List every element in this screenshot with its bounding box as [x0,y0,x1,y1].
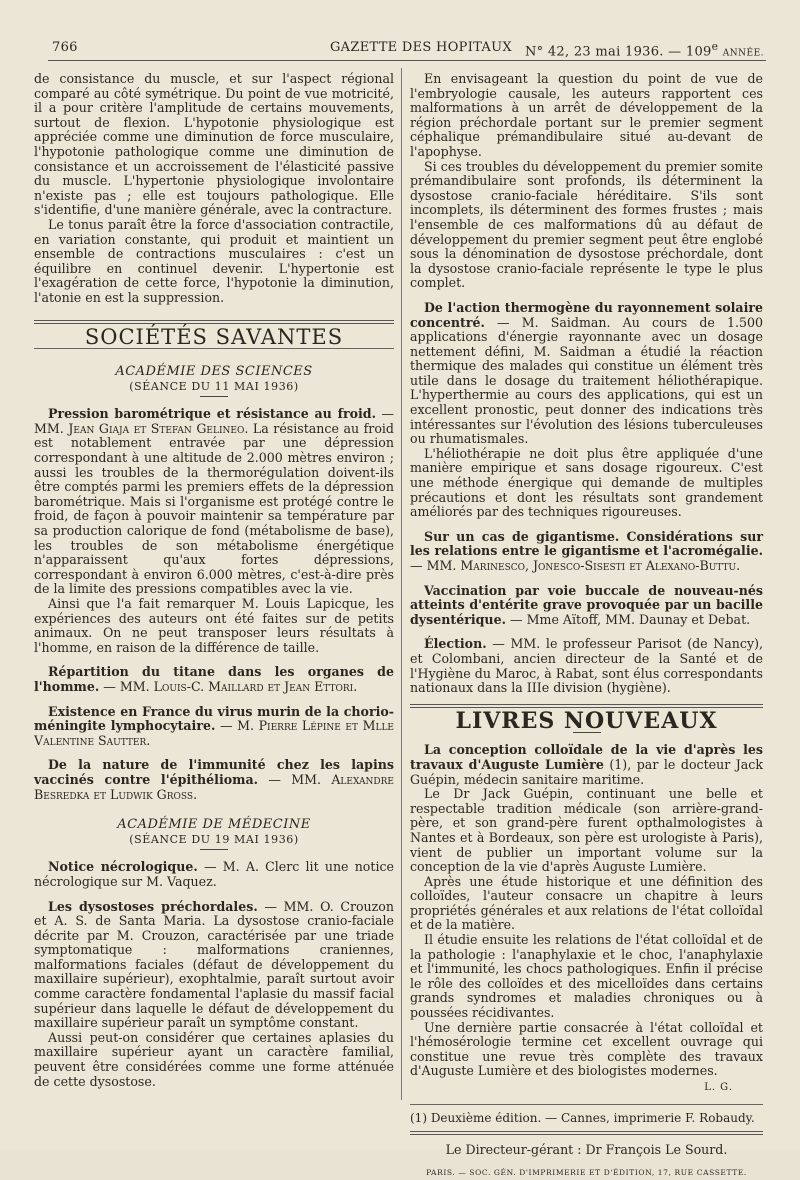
dysostose-paragraph-2: Si ces troubles du développement du premier somite prémandibulaire sont profonds, ils déterminent la dysostose cranio-faciale héréditaire. S'ils sont incomplets, ils déterminent des formes frustes ; mais l'ensemble de ces malformations dû au défaut de développement du premier segment peut être englobé sous la dénomination de dysostose préchordale, dont la dysostose cranio-faciale représente le type le plus complet. [410,158,763,291]
seance-medecine: (SÉANCE DU 19 MAI 1936) [129,832,299,846]
entry-pression-barometrique: Pression barométrique et résistance au froid. — MM. Jean Giaja et Stefan Gelineo. La résistance au froid est notablement entravée par une dépression correspondant à une altitude de 2.000 mètres environ ; aussi les troubles de la thermorégulation doivent-ils être comptés parmi les premiers effets de la dépression barométrique. Mais si l'organisme est protégé contre le froid, de façon à pouvoir maintenir sa température par sa production calorique de fond (métabolisme de base), les troubles de son métabolisme énergétique n'apparaissent qu'aux fortes dépressions, correspondant à environ 6.000 mètres, c'est-à-dire près de la limite des pressions compatibles avec la vie. [34,406,394,597]
footnote: (1) Deuxième édition. — Cannes, imprimerie F. Robaudy. [410,1110,755,1125]
short-rule [200,849,228,850]
entry-vaccination: Vaccination par voie buccale de nouveau-nés atteints d'entérite grave provoquée par un bacille dysentérique. — Mme Aïtoff, MM. Daunay et Debat. [410,582,763,627]
entry-notice-necrologique: Notice nécrologique. — M. A. Clerc lit une notice nécrologique sur M. Vaquez. [34,859,394,889]
entry-chorio-meningite: Existence en France du virus murin de la chorio-méningite lymphocytaire. — M. Pierre Lépine et Mlle Valentine Sautter. [34,703,394,748]
academie-medecine-heading: ACADÉMIE DE MÉDECINE [117,817,311,833]
book-review-paragraph-2: Après une étude historique et une définition des colloïdes, l'auteur consacre un chapitre à leurs propriétés générales et aux relations de l'état colloïdal et de la matière. [410,873,763,933]
review-signature: L. G. [704,1082,733,1093]
director-line: Le Directeur-gérant : Dr François Le Sourd. [445,1142,728,1158]
entry-action-thermogene: De l'action thermogène du rayonnement solaire concentré. — M. Saidman. Au cours de 1.500 applications d'énergie rayonnante avec un dosage nettement défini, M. Saidman a étudié la réaction thermique des malades qui constitue un élément très utile dans le dosage du traitement héliothérapique. L'hyperthermie au cours des applications, qui est un excellent pronostic, peut donner des indications très intéressantes sur l'évolution des lésions tuberculeuses ou rhumatismales. [410,299,763,447]
right-column [410,72,763,1180]
entry-gigantisme: Sur un cas de gigantisme. Considérations sur les relations entre le gigantisme et l'acromégalie. — MM. Marinesco, Jonesco-Sisesti et Alexano-Buttu. [410,528,763,573]
entry-dysostoses-cont: Aussi peut-on considérer que certaines aplasies du maxillaire supérieur ayant un caractère familial, peuvent être considérées comme une forme atténuée de cette dysostose. [34,1029,394,1089]
book-review-paragraph-4: Une dernière partie consacrée à l'état colloïdal et l'hémosérologie termine cet excellent ouvrage qui constitue une revue très complète des travaux d'Auguste Lumière et des biologistes modernes. [410,1019,763,1079]
tonus-paragraph-2: Le tonus paraît être la force d'association contractile, en variation constante, qui produit et maintient un ensemble de contractions musculaires : c'est un équilibre en continuel devenir. L'hypertonie est l'exagération de cette force, l'hypotonie la diminution, l'atonie en est la suppression. [34,216,394,305]
dysostose-paragraph-1: En envisageant la question du point de vue de l'embryologie causale, les auteurs rapportent ces malformations à un arrêt de développement de la région préchordale portant sur le premier segment céphalique prémandibulaire situé au-devant de l'apophyse. [410,71,763,159]
entry-titane: Répartition du titane dans les organes de l'homme. — MM. Louis-C. Maillard et Jean Ettori. [34,664,394,694]
section-title-livres: LIVRES NOUVEAUX [455,707,718,734]
header-rule [48,60,766,61]
page-number: 766 [52,40,78,55]
director-rule [410,1131,763,1135]
entry-election: Élection. — MM. le professeur Parisot (de Nancy), et Colombani, ancien directeur de la Santé et de l'Hygiène du Maroc, à Rabat, sont élus correspondants nationaux dans la IIIe division (hygiène). [410,636,763,696]
book-review-paragraph-1: Le Dr Jack Guépin, continuant une belle et respectable tradition médicale (son arrière-grand-père, et son grand-père furent opthalmologistes à Nantes et à Bordeaux, son père est urologiste à Paris), vient de publier un important volume sur la conception de la vie d'après Auguste Lumière. [410,786,763,875]
short-rule [200,396,228,397]
journal-title: GAZETTE DES HOPITAUX [330,40,512,55]
entry-action-thermogene-cont: L'héliothérapie ne doit plus être appliquée d'une manière empirique et sans dosage rigoureux. C'est une méthode énergique qui demande de multiples précautions et dont les résultats sont grandement améliorés par des techniques rigoureuses. [410,445,763,520]
tonus-paragraph-1: de consistance du muscle, et sur l'aspect régional comparé au côté symétrique. Du point de vue motricité, il a pour critère l'amplitude de certains mouvements, surtout de flexion. L'hypotonie physiologique est appréciée comme une diminution de force musculaire, l'hypotonie pathologique comme une diminution de consistance et un accroissement de l'élasticité passive du muscle. L'hypertonie physiologique involontaire n'existe pas ; elle est toujours pathologique. Elle s'identifie, d'une manière générale, avec la contracture. [34,71,394,218]
book-review-title: La conception colloïdale de la vie d'après les travaux d'Auguste Lumière (1), par le docteur Jack Guépin, médecin sanitaire maritime. [410,742,763,787]
section-title-societes: SOCIÉTÉS SAVANTES [84,324,344,349]
entry-immunite-lapins: De la nature de l'immunité chez les lapins vaccinés contre l'épithélioma. — MM. Alexandre Besredka et Ludwik Gross. [34,757,394,802]
issue-info: N° 42, 23 mai 1936. — 109e ANNÉE. [524,40,764,60]
footnote-rule [410,1104,763,1105]
left-column [34,72,394,1089]
entry-pression-barometrique-cont: Ainsi que l'a fait remarquer M. Louis Lapicque, les expériences des auteurs ont été faites sur de petits animaux. On ne peut transposer leurs résultats à l'homme, en raison de la différence de taille. [34,596,394,655]
seance-sciences: (SÉANCE DU 11 MAI 1936) [129,379,299,393]
entry-dysostoses: Les dysostoses préchordales. — MM. O. Crouzon et A. S. de Santa Maria. La dysostose cranio-faciale décrite par M. Crouzon, caractérisée par une triade symptomatique : malformations craniennes, malformations faciales (défaut de développement du maxillaire supérieur), exophtalmie, paraît surtout avoir comme caractère fondamental l'aplasie du massif facial supérieur dans laquelle le défaut de développement du maxillaire supérieur paraît un symptôme constant. [34,898,394,1031]
running-header [52,40,764,58]
book-review-paragraph-3: Il étudie ensuite les relations de l'état colloïdal et de la pathologie : l'anaphylaxie et le choc, l'anaphylaxie et l'immunité, les chocs pathologiques. Enfin il précise le rôle des colloïdes et des micelloïdes dans certains grands syndromes et maladies chroniques ou à poussées récidivantes. [410,932,763,1021]
printer-line: PARIS. — SOC. GÉN. D'IMPRIMERIE ET D'ÉDITION, 17, RUE CASSETTE. [426,1167,747,1177]
column-divider [401,68,402,1100]
academie-sciences-heading: ACADÉMIE DES SCIENCES [115,364,313,380]
section-rule-top [34,320,394,324]
